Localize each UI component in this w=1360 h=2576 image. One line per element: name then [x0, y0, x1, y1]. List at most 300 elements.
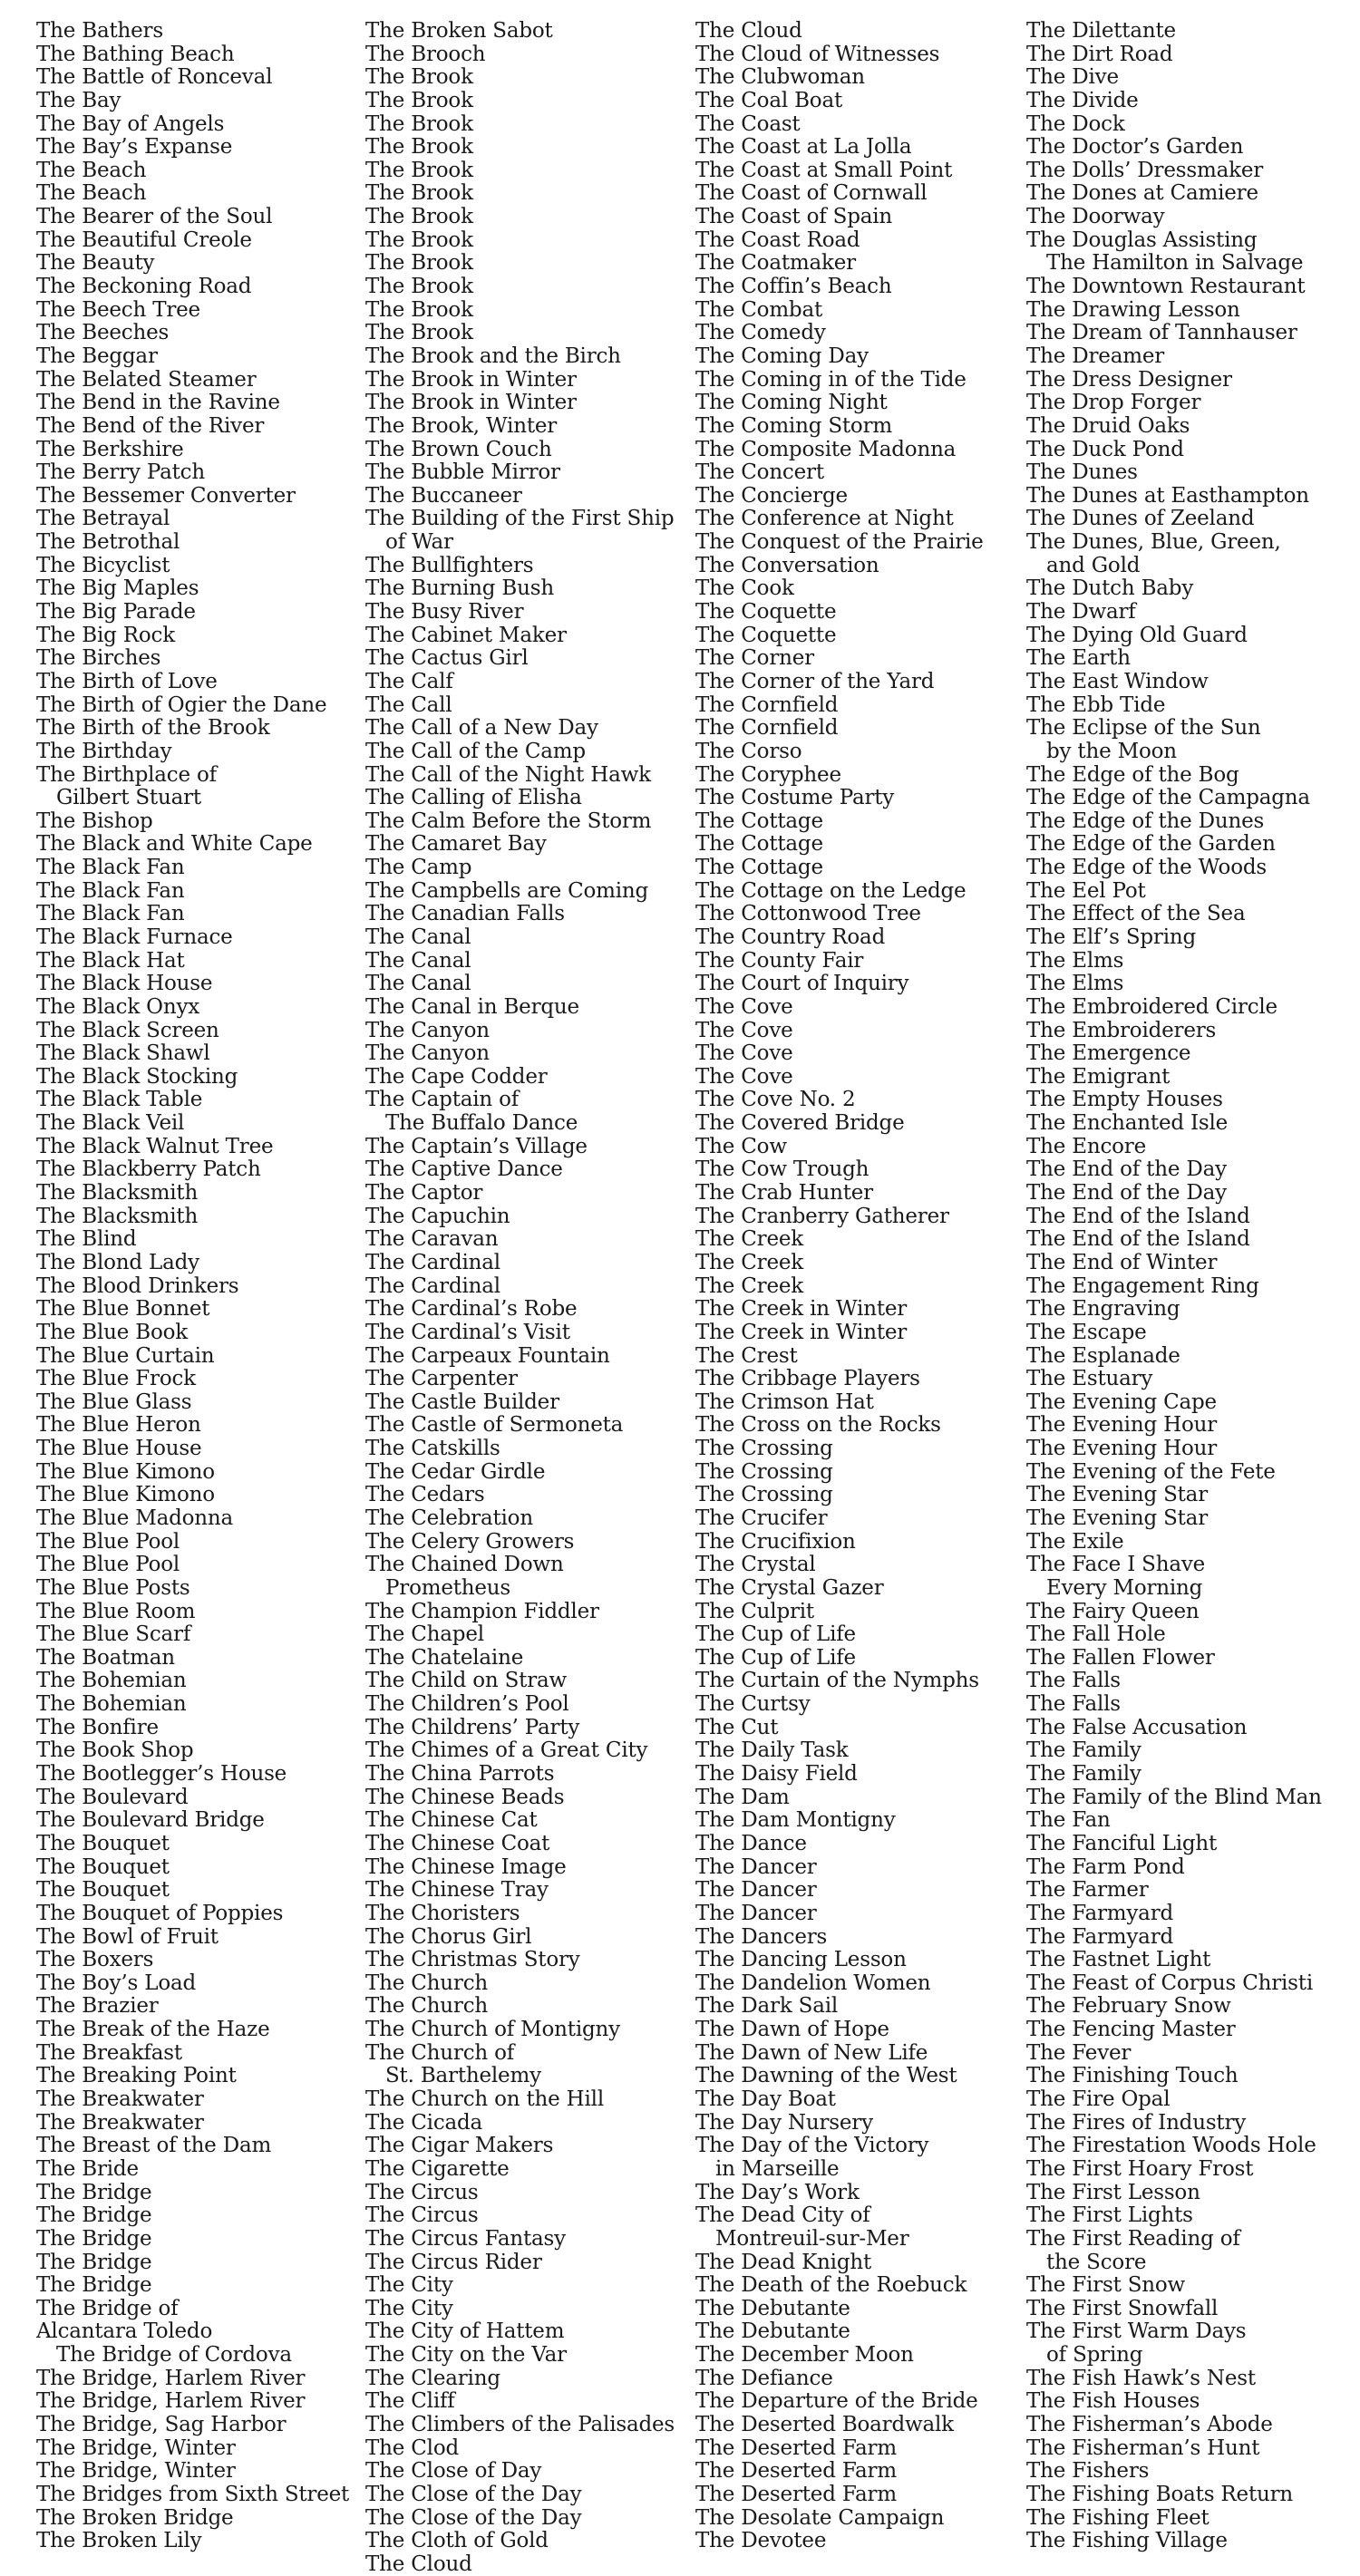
index-entry: The Curtain of the Nymphs: [695, 1670, 979, 1693]
index-entry: The Blue Pool: [36, 1530, 180, 1554]
index-entry: The Brook and the Birch: [365, 344, 621, 368]
index-entry: The Catskills: [365, 1438, 500, 1461]
index-entry: The Culprit: [695, 1600, 814, 1623]
index-entry: The Dancers: [695, 1925, 828, 1949]
index-entry: The County Fair: [695, 949, 864, 973]
index-entry: The Comedy: [695, 322, 826, 345]
index-entry: The Dive: [1026, 66, 1119, 90]
index-entry: The Circus: [365, 2181, 479, 2204]
index-entry: The Cardinal: [365, 1274, 500, 1298]
index-entry: The Bouquet of Poppies: [36, 1902, 284, 1925]
index-entry: The Defiance: [695, 2367, 833, 2390]
index-entry: The Face I Shave: [1026, 1554, 1206, 1577]
index-entry: The Brook: [365, 298, 473, 322]
index-entry: The Embroidered Circle: [1026, 995, 1277, 1019]
index-entry: The Black Hat: [36, 949, 185, 973]
index-entry: The Cribbage Players: [695, 1368, 920, 1391]
index-entry: The Fishing Boats Return: [1026, 2483, 1294, 2506]
index-entry: The False Accusation: [1026, 1716, 1248, 1739]
index-entry: The Day of the Victory: [695, 2135, 929, 2158]
index-entry: The Eclipse of the Sun: [1026, 717, 1261, 741]
index-entry: The Dunes: [1026, 461, 1138, 485]
index-entry: The China Parrots: [365, 1763, 555, 1787]
index-entry: The Evening Star: [1026, 1484, 1208, 1507]
index-entry: The Brook: [365, 252, 473, 276]
index-entry: The Fires of Industry: [1026, 2111, 1247, 2135]
index-entry: The Bridge: [36, 2181, 152, 2204]
index-entry: The Boulevard: [36, 1786, 189, 1809]
index-entry: The Brooch: [365, 43, 486, 66]
index-entry: The Cottage: [695, 833, 823, 857]
index-entry: The Dilettante: [1026, 20, 1176, 43]
index-entry: The Conference at Night: [695, 508, 954, 531]
index-entry: The Coast of Spain: [695, 206, 893, 229]
index-entry: The Crystal: [695, 1554, 816, 1577]
index-entry: The Chained Down: [365, 1554, 564, 1577]
index-entry: The Cottage: [695, 857, 823, 880]
index-entry: The Crucifixion: [695, 1530, 856, 1554]
index-entry: The Cow: [695, 1135, 787, 1158]
index-entry: The Cottonwood Tree: [695, 903, 921, 926]
index-entry: The Edge of the Garden: [1026, 833, 1276, 857]
index-entry: The Black Onyx: [36, 995, 200, 1019]
index-entry: The Effect of the Sea: [1026, 903, 1246, 926]
index-entry: The Cigar Makers: [365, 2135, 554, 2158]
index-entry: The Chapel: [365, 1623, 484, 1647]
index-entry: The Black Walnut Tree: [36, 1135, 274, 1158]
index-entry: The Dones at Camiere: [1026, 182, 1258, 206]
index-entry: The Earth: [1026, 647, 1131, 671]
index-entry: The Circus: [365, 2204, 479, 2228]
index-entry: The Country Road: [695, 925, 886, 949]
index-entry: The Cup of Life: [695, 1646, 856, 1670]
index-entry: The City on the Var: [365, 2344, 567, 2368]
index-entry: The Celebration: [365, 1507, 533, 1530]
index-entry: The Eel Pot: [1026, 879, 1146, 903]
index-entry: The Canyon: [365, 1042, 490, 1066]
index-entry: The Brown Couch: [365, 438, 552, 461]
index-entry: The Evening Hour: [1026, 1438, 1217, 1461]
index-entry: The Daily Task: [695, 1739, 849, 1763]
index-entry: The Bootlegger’s House: [36, 1763, 287, 1787]
index-entry: The Bridge of: [36, 2297, 179, 2320]
index-entry: The Beach: [36, 182, 147, 206]
index-entry: The Chinese Tray: [365, 1879, 549, 1903]
index-entry: The Book Shop: [36, 1739, 194, 1763]
index-entry: The Blue Madonna: [36, 1507, 234, 1530]
index-entry: The Evening Cape: [1026, 1390, 1217, 1414]
index-entry-continuation: Montreuil-sur-Mer: [715, 2227, 909, 2251]
index-entry: The Fishing Village: [1026, 2530, 1228, 2553]
index-entry: The Crucifer: [695, 1507, 828, 1530]
index-entry: The Boy’s Load: [36, 1971, 197, 1995]
index-entry: The Blue Posts: [36, 1576, 190, 1600]
index-entry: The Exile: [1026, 1530, 1124, 1554]
index-entry: The Coal Boat: [695, 89, 843, 112]
index-entry: The Betrayal: [36, 508, 170, 531]
index-entry: The Brook in Winter: [365, 392, 577, 415]
index-entry: The Elms: [1026, 949, 1124, 973]
index-entry: The Coquette: [695, 601, 837, 625]
index-entry: The Black House: [36, 973, 213, 996]
index-column-2: [365, 20, 692, 2576]
index-entry: The Breakwater: [36, 2111, 204, 2135]
index-entry-continuation: Gilbert Stuart: [56, 787, 201, 810]
index-entry: The Birthday: [36, 740, 172, 763]
index-entry: The Close of the Day: [365, 2506, 582, 2530]
index-entry: The Desolate Campaign: [695, 2506, 945, 2530]
index-entry: The Captor: [365, 1182, 483, 1206]
index-entry: The Farmer: [1026, 1879, 1149, 1903]
index-entry: The Concierge: [695, 484, 848, 508]
index-entry: The Doctor’s Garden: [1026, 136, 1244, 160]
index-entry: The Dress Designer: [1026, 368, 1232, 392]
index-entry: The Beech Tree: [36, 298, 200, 322]
index-entry: The Castle Builder: [365, 1390, 559, 1414]
index-entry: The Cornfield: [695, 717, 839, 741]
index-column-3: [695, 20, 1022, 2553]
index-entry: The Crossing: [695, 1438, 833, 1461]
index-entry: The Canal: [365, 925, 471, 949]
index-entry: The Belated Steamer: [36, 368, 257, 392]
index-entry: The Battle of Ronceval: [36, 66, 273, 90]
index-entry: The Crossing: [695, 1484, 833, 1507]
index-entry: The Cove No. 2: [695, 1089, 856, 1112]
index-entry: The Crab Hunter: [695, 1182, 873, 1206]
index-entry: The Black Stocking: [36, 1065, 238, 1089]
index-entry: The Brook: [365, 228, 473, 252]
index-entry: The Dunes, Blue, Green,: [1026, 531, 1281, 555]
index-entry: The Beggar: [36, 344, 158, 368]
index-entry: The December Moon: [695, 2344, 914, 2368]
index-entry: The Debutante: [695, 2320, 850, 2344]
index-entry: The Capuchin: [365, 1205, 510, 1228]
index-entry-continuation: Every Morning: [1046, 1576, 1203, 1600]
index-entry: The Fish Houses: [1026, 2390, 1200, 2414]
index-entry: The Farmyard: [1026, 1902, 1174, 1925]
index-entry: The Cloud: [695, 20, 802, 43]
index-entry: The Calf: [365, 670, 453, 693]
index-entry: The Building of the First Ship: [365, 508, 675, 531]
index-entry: The Bonfire: [36, 1716, 159, 1739]
index-entry: The Bearer of the Soul: [36, 206, 273, 229]
index-entry: The Castle of Sermoneta: [365, 1414, 624, 1438]
index-entry: The Church on the Hill: [365, 2088, 604, 2112]
index-entry: The Cross on the Rocks: [695, 1414, 941, 1438]
index-entry: The Canal: [365, 973, 471, 996]
index-entry: The Esplanade: [1026, 1344, 1180, 1368]
index-entry-continuation: The Buffalo Dance: [385, 1112, 578, 1136]
index-entry: The Dancer: [695, 1902, 817, 1925]
index-entry: The Chinese Cat: [365, 1809, 538, 1833]
index-entry: The Bridges from Sixth Street: [36, 2483, 350, 2506]
index-entry: The Edge of the Dunes: [1026, 809, 1265, 833]
index-entry: The Caravan: [365, 1228, 499, 1252]
index-entry: The Carpenter: [365, 1368, 518, 1391]
index-entry: The Deserted Farm: [695, 2483, 897, 2506]
index-entry: The First Hoary Frost: [1026, 2157, 1254, 2181]
index-entry: The Chinese Beads: [365, 1786, 565, 1809]
index-entry: The Blue Glass: [36, 1390, 192, 1414]
index-entry: The Falls: [1026, 1670, 1121, 1693]
index-entry: The Bend of the River: [36, 414, 265, 438]
index-entry: The Fall Hole: [1026, 1623, 1166, 1647]
index-entry: The Church of: [365, 2041, 515, 2065]
index-entry: The Birches: [36, 647, 161, 671]
index-entry: The Bouquet: [36, 1879, 170, 1903]
index-entry: The Dolls’ Dressmaker: [1026, 159, 1264, 182]
index-entry: The End of Winter: [1026, 1251, 1218, 1274]
index-entry: The Blackberry Patch: [36, 1158, 261, 1182]
index-entry: The Bridge, Harlem River: [36, 2367, 306, 2390]
index-entry: The Birth of the Brook: [36, 717, 270, 741]
index-entry: The Climbers of the Palisades: [365, 2413, 675, 2436]
index-entry: The Creek: [695, 1228, 804, 1252]
index-entry: The Bride: [36, 2157, 139, 2181]
index-entry: The Edge of the Woods: [1026, 857, 1267, 880]
index-entry: The Busy River: [365, 601, 524, 625]
index-entry: The Cook: [695, 577, 794, 601]
index-entry: The Fallen Flower: [1026, 1646, 1215, 1670]
index-entry: The Cloud of Witnesses: [695, 43, 940, 66]
index-entry: The Broken Sabot: [365, 20, 553, 43]
index-entry: The Fishers: [1026, 2460, 1150, 2484]
index-entry: The Choristers: [365, 1902, 520, 1925]
index-entry: The Feast of Corpus Christi: [1026, 1971, 1313, 1995]
index-entry: The Crystal Gazer: [695, 1576, 884, 1600]
index-entry: The Fanciful Light: [1026, 1832, 1218, 1855]
index-entry: The Chimes of a Great City: [365, 1739, 648, 1763]
index-entry: The Black and White Cape: [36, 833, 313, 857]
index-entry: The Canadian Falls: [365, 903, 565, 926]
index-entry: The Chorus Girl: [365, 1925, 532, 1949]
index-entry: The Black Veil: [36, 1112, 185, 1136]
index-entry: The Blacksmith: [36, 1182, 199, 1206]
index-entry: The Bullfighters: [365, 554, 534, 577]
index-entry: The Fishing Fleet: [1026, 2506, 1209, 2530]
index-entry: The Firestation Woods Hole: [1026, 2135, 1316, 2158]
index-entry: The Cove: [695, 1065, 793, 1089]
index-entry: The Broken Bridge: [36, 2506, 234, 2530]
index-entry: The Breast of the Dam: [36, 2135, 272, 2158]
index-entry: The First Reading of: [1026, 2227, 1240, 2251]
index-entry: The Devotee: [695, 2530, 827, 2553]
index-entry: The Dutch Baby: [1026, 577, 1194, 601]
index-entry: The Dreamer: [1026, 344, 1165, 368]
index-entry: The Cardinal’s Visit: [365, 1321, 570, 1344]
index-entry-continuation: and Gold: [1046, 554, 1141, 577]
index-entry: The Engagement Ring: [1026, 1274, 1259, 1298]
index-entry: The Emergence: [1026, 1042, 1191, 1066]
index-entry: The Camaret Bay: [365, 833, 547, 857]
index-entry: The Bend in the Ravine: [36, 392, 280, 415]
index-entry: The Cape Codder: [365, 1065, 548, 1089]
index-entry: The Creek in Winter: [695, 1321, 908, 1344]
index-entry: The Church: [365, 1995, 488, 2019]
index-entry: The Cliff: [365, 2390, 455, 2414]
index-entry: The Breakwater: [36, 2088, 204, 2112]
index-entry-continuation: The Hamilton in Salvage: [1046, 252, 1304, 276]
index-entry: The Bowl of Fruit: [36, 1925, 219, 1949]
index-entry-continuation: Prometheus: [385, 1576, 511, 1600]
index-entry: The Falls: [1026, 1693, 1121, 1717]
index-entry: The Costume Party: [695, 787, 895, 810]
index-entry: The Bessemer Converter: [36, 484, 296, 508]
index-entry: The First Snowfall: [1026, 2297, 1219, 2320]
index-entry: The Blue Frock: [36, 1368, 196, 1391]
index-entry: The Farmyard: [1026, 1925, 1174, 1949]
index-entry: The Campbells are Coming: [365, 879, 649, 903]
index-entry: The Coryphee: [695, 763, 841, 787]
index-entry: The Calm Before the Storm: [365, 809, 652, 833]
index-entry: The Edge of the Bog: [1026, 763, 1239, 787]
index-entry-continuation: in Marseille: [715, 2157, 840, 2181]
index-entry: The Dawn of New Life: [695, 2041, 928, 2065]
index-entry: The Childrens’ Party: [365, 1716, 580, 1739]
index-entry: The Bicyclist: [36, 554, 170, 577]
index-entry: The City: [365, 2297, 453, 2320]
index-entry: The Doorway: [1026, 206, 1165, 229]
index-entry: The Betrothal: [36, 531, 180, 555]
index-entry: The Fairy Queen: [1026, 1600, 1200, 1623]
index-entry: The Finishing Touch: [1026, 2065, 1239, 2088]
index-entry: The Captain’s Village: [365, 1135, 588, 1158]
index-entry: The Day’s Work: [695, 2181, 860, 2204]
index-entry: The Break of the Haze: [36, 2019, 270, 2042]
index-entry: The Blind: [36, 1228, 137, 1252]
index-entry: The Blood Drinkers: [36, 1274, 239, 1298]
index-entry: The Christmas Story: [365, 1949, 580, 1972]
index-entry: The Canal in Berque: [365, 995, 579, 1019]
index-entry: The Cabinet Maker: [365, 624, 567, 647]
index-entry: The Bohemian: [36, 1670, 187, 1693]
index-entry: The Berry Patch: [36, 461, 205, 485]
index-entry: The Chinese Image: [365, 1855, 567, 1879]
index-entry: The Cottage: [695, 809, 823, 833]
index-entry: The Bridge, Sag Harbor: [36, 2413, 287, 2436]
index-entry: The Captive Dance: [365, 1158, 563, 1182]
index-entry: The Clod: [365, 2436, 460, 2460]
index-entry: The Blue House: [36, 1438, 202, 1461]
index-entry: The Beach: [36, 159, 147, 182]
index-entry: The Divide: [1026, 89, 1139, 112]
index-entry: The Cornfield: [695, 693, 839, 717]
index-entry: The Bridge: [36, 2204, 152, 2228]
index-entry: The Boxers: [36, 1949, 154, 1972]
index-entry: The Beauty: [36, 252, 155, 276]
index-entry: The Black Furnace: [36, 925, 233, 949]
index-entry: The Cut: [695, 1716, 779, 1739]
index-entry: The Brook: [365, 159, 473, 182]
index-entry: The Blue Room: [36, 1600, 196, 1623]
index-entry: The Berkshire: [36, 438, 184, 461]
index-entry: The Blue Curtain: [36, 1344, 215, 1368]
index-entry: The Downtown Restaurant: [1026, 276, 1306, 299]
index-entry: The Bathers: [36, 20, 163, 43]
index-entry: The Cigarette: [365, 2157, 510, 2181]
index-entry: The Escape: [1026, 1321, 1147, 1344]
index-entry: The Coast at La Jolla: [695, 136, 912, 160]
index-entry: The First Snow: [1026, 2274, 1186, 2298]
index-entry: The Dunes of Zeeland: [1026, 508, 1255, 531]
index-entry: The Family: [1026, 1739, 1141, 1763]
index-entry: The Burning Bush: [365, 577, 554, 601]
index-entry: The Bridge, Harlem River: [36, 2390, 306, 2414]
index-entry: The Big Rock: [36, 624, 175, 647]
index-entry: The Brook, Winter: [365, 414, 558, 438]
index-entry-continuation: The Bridge of Cordova: [56, 2344, 292, 2368]
index-entry: The Fan: [1026, 1809, 1111, 1833]
index-entry: The Cactus Girl: [365, 647, 529, 671]
index-entry: The Brook: [365, 206, 473, 229]
index-entry: The Death of the Roebuck: [695, 2274, 967, 2298]
index-entry: The Brook: [365, 136, 473, 160]
index-entry: The Dead City of: [695, 2204, 870, 2228]
index-entry: The Creek: [695, 1251, 804, 1274]
index-entry: The Coast of Cornwall: [695, 182, 928, 206]
index-entry: The Fever: [1026, 2041, 1132, 2065]
index-entry: The Captain of: [365, 1089, 520, 1112]
index-entry: The End of the Island: [1026, 1228, 1250, 1252]
index-column-1: [36, 20, 363, 2553]
index-entry-continuation: of War: [385, 531, 453, 555]
index-entry: The Clubwoman: [695, 66, 865, 90]
index-entry: The Champion Fiddler: [365, 1600, 599, 1623]
index-entry: The Dawning of the West: [695, 2065, 957, 2088]
index-entry: Alcantara Toledo: [36, 2320, 213, 2344]
index-entry: The Family of the Blind Man: [1026, 1786, 1322, 1809]
index-entry: The Beeches: [36, 322, 170, 345]
index-entry: The Druid Oaks: [1026, 414, 1190, 438]
index-entry: The Dying Old Guard: [1026, 624, 1248, 647]
index-entry: The Creek: [695, 1274, 804, 1298]
index-entry: The Dam: [695, 1786, 790, 1809]
index-entry: The Birth of Ogier the Dane: [36, 693, 327, 717]
index-entry: The Circus Rider: [365, 2251, 542, 2274]
index-entry: The Dancing Lesson: [695, 1949, 907, 1972]
index-entry: The Dunes at Easthampton: [1026, 484, 1309, 508]
index-entry: The Dock: [1026, 112, 1125, 136]
index-entry: The Farm Pond: [1026, 1855, 1185, 1879]
index-entry: The Cedar Girdle: [365, 1460, 546, 1484]
index-entry-continuation: the Score: [1046, 2251, 1147, 2274]
index-entry: The Coming in of the Tide: [695, 368, 967, 392]
index-entry: The End of the Day: [1026, 1182, 1227, 1206]
index-entry: The Breaking Point: [36, 2065, 237, 2088]
index-entry: The Bridge: [36, 2274, 152, 2298]
index-entry: The Chinese Coat: [365, 1832, 550, 1855]
index-entry: The Boatman: [36, 1646, 175, 1670]
index-entry: The Composite Madonna: [695, 438, 957, 461]
index-entry: The Dandelion Women: [695, 1971, 931, 1995]
index-entry: The Black Fan: [36, 903, 185, 926]
index-entry: The Black Table: [36, 1089, 203, 1112]
index-entry: The Bouquet: [36, 1855, 170, 1879]
index-entry: The Evening Star: [1026, 1507, 1208, 1530]
index-entry: The Coast at Small Point: [695, 159, 953, 182]
index-entry: The Call of the Camp: [365, 740, 586, 763]
index-entry: The Cove: [695, 1042, 793, 1066]
index-entry: The Drop Forger: [1026, 392, 1201, 415]
index-entry: The Bay’s Expanse: [36, 136, 233, 160]
index-entry: The Cove: [695, 995, 793, 1019]
index-entry: The Beautiful Creole: [36, 228, 252, 252]
index-entry: The Blacksmith: [36, 1205, 199, 1228]
index-entry: The Black Fan: [36, 879, 185, 903]
index-entry: The Coatmaker: [695, 252, 856, 276]
index-entry: The Coast: [695, 112, 801, 136]
index-entry: The Cottage on the Ledge: [695, 879, 967, 903]
